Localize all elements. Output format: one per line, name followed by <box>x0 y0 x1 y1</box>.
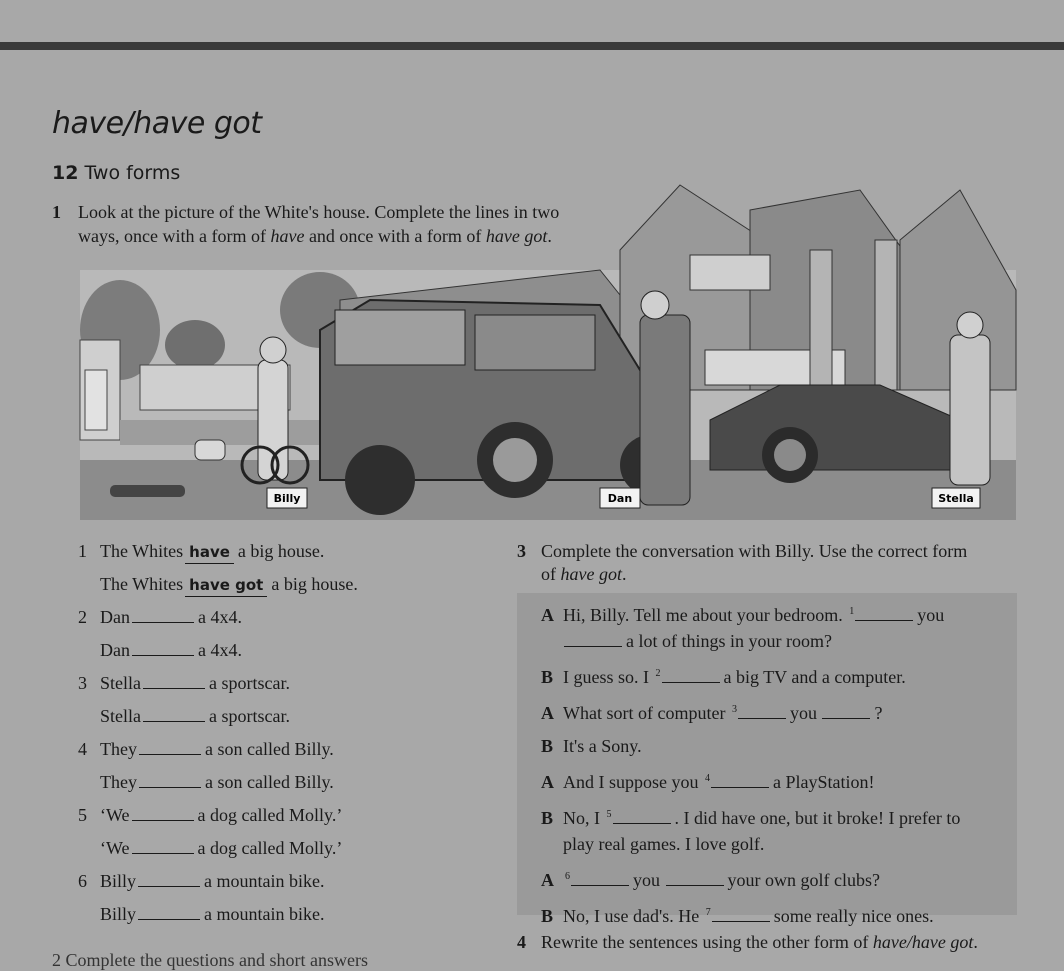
dialog-line <box>541 766 1017 795</box>
section-number: 12 <box>52 162 79 184</box>
speaker: B <box>541 736 554 756</box>
item-text: The Whites <box>100 541 184 561</box>
item-number: 3 <box>78 673 87 693</box>
dialog-text: you <box>633 870 660 890</box>
item-row <box>78 837 498 870</box>
item-text: Stella <box>100 673 141 693</box>
item-row <box>78 804 498 837</box>
gap-number: 2 <box>655 668 661 679</box>
dialog-text: you <box>917 605 945 625</box>
instruction-italic: have/have got <box>872 932 974 952</box>
item-row <box>78 903 498 936</box>
answer-blank[interactable] <box>132 838 194 854</box>
answer-blank[interactable] <box>711 772 769 788</box>
gap-number: 4 <box>705 773 710 784</box>
dialog-line <box>541 661 1017 690</box>
dialog-text: play real games. I love golf. <box>563 834 765 854</box>
label-billy: Billy <box>273 492 301 505</box>
dialog-line <box>541 599 1017 654</box>
item-text: a 4x4. <box>198 640 242 660</box>
answer-blank[interactable] <box>855 605 913 621</box>
dialog-text: ? <box>874 703 883 723</box>
item-text: a mountain bike. <box>204 904 325 924</box>
answer-blank[interactable] <box>662 667 720 683</box>
item-number: 4 <box>78 739 87 759</box>
dialog-line <box>541 733 1017 759</box>
item-text: a mountain bike. <box>204 871 325 891</box>
gap-number: 1 <box>849 606 855 617</box>
answer-blank[interactable] <box>738 703 786 719</box>
dialog-text: . I did have one, but it broke! I prefer to <box>674 808 961 828</box>
conversation-box <box>517 593 1017 926</box>
item-row <box>78 771 498 804</box>
dialog-text: a lot of things in your room? <box>626 631 832 651</box>
instruction-italic: have got <box>560 564 622 584</box>
exercise-3-instructions <box>517 540 1017 586</box>
speaker: A <box>541 772 554 792</box>
answer-blank[interactable] <box>571 870 629 886</box>
answer-blank[interactable] <box>564 631 622 647</box>
dialog-line <box>541 864 1017 893</box>
exercise-number: 1 <box>52 202 61 222</box>
exercise-4-instructions <box>517 932 978 953</box>
gap-number: 5 <box>606 809 612 820</box>
instruction-line-1: Complete the conversation with Billy. Use the correct form <box>541 541 968 561</box>
speaker: A <box>541 703 554 723</box>
answer-blank[interactable] <box>138 871 200 887</box>
item-text: Stella <box>100 706 141 726</box>
item-text: a sportscar. <box>209 706 290 726</box>
dialog-text: you <box>789 703 817 723</box>
item-row <box>78 540 498 573</box>
gap-number: 3 <box>731 704 737 715</box>
answer-blank[interactable] <box>132 805 194 821</box>
dialog-text: some really nice ones. <box>773 906 934 926</box>
item-text: a son called Billy. <box>204 739 334 759</box>
top-rule <box>0 42 1064 50</box>
instruction-line-1: Look at the picture of the White's house. Complete the lines in two <box>78 202 560 222</box>
dialog-text: No, I use dad's. He <box>563 906 700 926</box>
item-row <box>78 705 498 738</box>
item-text: ‘We <box>100 805 130 825</box>
answer-blank[interactable] <box>139 772 201 788</box>
item-row <box>78 738 498 771</box>
speaker: B <box>541 667 554 687</box>
item-row <box>78 606 498 639</box>
speaker: B <box>541 906 554 926</box>
item-number: 5 <box>78 805 87 825</box>
item-text: ‘We <box>100 838 130 858</box>
answer-blank[interactable] <box>139 739 201 755</box>
item-number: 6 <box>78 871 87 891</box>
item-number: 1 <box>78 541 87 561</box>
item-text: a big house. <box>271 574 358 594</box>
item-row <box>78 573 498 606</box>
item-text: a 4x4. <box>198 607 242 627</box>
label-dan: Dan <box>607 492 633 505</box>
gap-number: 7 <box>705 907 711 918</box>
dialog-text: No, I <box>563 808 600 828</box>
dialog-line <box>541 900 1017 929</box>
answer-blank[interactable] <box>143 706 205 722</box>
dialog-text: It's a Sony. <box>563 736 642 756</box>
answer-blank[interactable] <box>138 904 200 920</box>
dialog-text: a big TV and a computer. <box>723 667 906 687</box>
answer-blank[interactable] <box>822 703 870 719</box>
answer-blank[interactable] <box>132 640 194 656</box>
instruction-italic: have <box>270 226 305 246</box>
exercise-1-items <box>78 540 498 936</box>
dialog-text: I guess so. I <box>563 667 649 687</box>
instruction-text: and once with a form of <box>304 226 486 246</box>
gap-number: 6 <box>565 871 570 882</box>
speaker: A <box>541 870 554 890</box>
exercise-number: 4 <box>517 932 526 952</box>
speaker: A <box>541 605 554 625</box>
label-stella: Stella <box>938 492 974 505</box>
item-row <box>78 672 498 705</box>
answer-example: have got <box>185 574 267 597</box>
exercise-2-cutoff: 2 Complete the questions and short answers <box>52 950 368 970</box>
item-text: The Whites <box>100 574 184 594</box>
answer-blank[interactable] <box>666 870 724 886</box>
instruction-text: of <box>541 564 561 584</box>
exercise-1-instructions <box>52 200 607 248</box>
dialog-text: And I suppose you <box>563 772 699 792</box>
item-text: a big house. <box>237 541 325 561</box>
item-text: a son called Billy. <box>204 772 334 792</box>
instruction-text: . <box>547 226 552 246</box>
dialog-line <box>541 697 1017 726</box>
item-text: a sportscar. <box>209 673 290 693</box>
item-text: They <box>100 739 137 759</box>
instruction-text: . <box>621 564 627 584</box>
item-text: Dan <box>100 640 130 660</box>
item-number: 2 <box>78 607 87 627</box>
dialog-text: What sort of computer <box>563 703 726 723</box>
dialog-text: Hi, Billy. Tell me about your bedroom. <box>563 605 843 625</box>
dialog-text: your own golf clubs? <box>727 870 880 890</box>
answer-blank[interactable] <box>613 808 671 824</box>
answer-blank[interactable] <box>143 673 205 689</box>
item-row <box>78 639 498 672</box>
item-text: a dog called Molly.’ <box>197 805 343 825</box>
item-text: Billy <box>100 871 137 891</box>
item-row <box>78 870 498 903</box>
answer-blank[interactable] <box>712 906 770 922</box>
answer-example: have <box>185 541 234 564</box>
item-text: Dan <box>100 607 130 627</box>
dialog-text: a PlayStation! <box>773 772 875 792</box>
instruction-text: ways, once with a form of <box>78 226 271 246</box>
item-text: Billy <box>100 904 137 924</box>
instruction-text: . <box>973 932 978 952</box>
answer-blank[interactable] <box>132 607 194 623</box>
exercise-number: 3 <box>517 541 526 561</box>
dialog-line <box>541 802 1017 857</box>
item-text: They <box>100 772 137 792</box>
section-label: Two forms <box>84 162 181 184</box>
item-text: a dog called Molly.’ <box>197 838 343 858</box>
instruction-text: Rewrite the sentences using the other form of <box>541 932 873 952</box>
instruction-italic: have got <box>485 226 548 246</box>
page-title: have/have got <box>52 106 262 141</box>
speaker: B <box>541 808 554 828</box>
